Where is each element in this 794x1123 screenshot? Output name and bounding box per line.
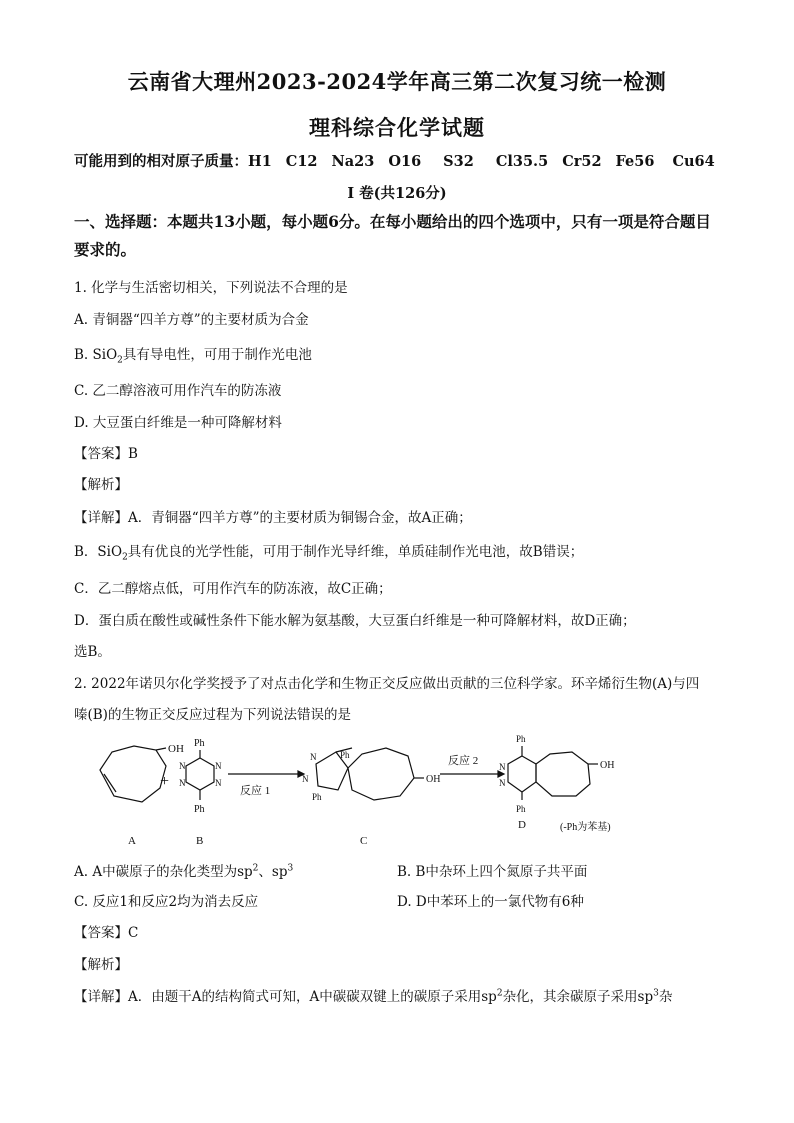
n-label: N — [499, 778, 506, 788]
q1-stem: 1. 化学与生活密切相关，下列说法不合理的是 — [74, 280, 348, 296]
answer-tag: 【答案】 — [74, 446, 128, 462]
superscript: 3 — [653, 988, 659, 999]
q2-option-b: B. B中杂环上四个氮原子共平面 — [397, 864, 588, 880]
label-c: C — [360, 835, 368, 847]
detail-text: 具有优良的光学性能，可用于制作光导纤维，单质硅制作光电池，故B错误； — [127, 544, 584, 560]
ph-label: Ph — [340, 750, 350, 760]
label-d: D — [518, 819, 526, 831]
q1-detail-d: D．蛋白质在酸性或碱性条件下能水解为氨基酸，大豆蛋白纤维是一种可降解材料，故D正确； — [74, 613, 636, 629]
superscript: 2 — [252, 863, 259, 874]
n-label: N — [179, 761, 186, 771]
atomic-mass-value: S32 — [443, 153, 474, 170]
compound-b-structure — [179, 738, 222, 815]
reaction-2-label: 反应 2 — [448, 755, 479, 767]
atomic-mass-line — [74, 150, 715, 171]
volume-heading: I 卷(共126分) — [347, 185, 447, 202]
n-label: N — [215, 778, 222, 788]
q1-option-b-text: 具有导电性，可用于制作光电池 — [122, 347, 312, 363]
q1-option-b-prefix: B. — [74, 347, 93, 363]
q2-stem-line2: 嗪(B)的生物正交反应过程为下列说法错误的是 — [74, 707, 351, 723]
detail-tag: 【详解】 — [74, 989, 128, 1005]
detail-text: 杂 — [658, 989, 673, 1005]
option-text: 、sp — [258, 864, 288, 880]
sio2-formula: SiO — [97, 544, 123, 560]
q2-answer — [74, 921, 138, 941]
reaction-scheme-diagram — [90, 734, 740, 854]
q1-option-a: A. 青铜器“四羊方尊”的主要材质为合金 — [74, 312, 309, 328]
compound-a-structure — [100, 743, 184, 802]
ph-label: Ph — [516, 804, 526, 814]
q1-answer — [74, 442, 138, 462]
atomic-mass-value: Cl35.5 — [495, 153, 549, 170]
answer-value: C — [128, 925, 139, 941]
superscript: 2 — [496, 988, 503, 999]
q2-option-a — [74, 860, 293, 880]
detail-text: A．由题干A的结构简式可知，A中碳碳双键上的碳原子采用sp — [128, 989, 497, 1005]
atomic-mass-value: Cr52 — [562, 153, 602, 170]
label-a: A — [128, 835, 136, 847]
q1-conclusion: 选B。 — [74, 644, 111, 660]
q1-option-b — [74, 343, 312, 366]
option-text: A. A中碳原子的杂化类型为sp — [74, 864, 253, 880]
ph-label: Ph — [312, 792, 322, 802]
answer-value: B — [128, 446, 138, 462]
detail-b-prefix: B． — [74, 544, 98, 560]
oh-label: OH — [600, 760, 615, 771]
n-label: N — [499, 762, 506, 772]
atomic-mass-value: C12 — [285, 153, 318, 170]
ph-label: Ph — [194, 804, 205, 815]
label-b: B — [196, 835, 204, 847]
exam-subtitle: 理科综合化学试题 — [309, 115, 485, 140]
n-label: N — [310, 752, 317, 762]
answer-tag: 【答案】 — [74, 925, 128, 941]
q2-option-c: C. 反应1和反应2均为消去反应 — [74, 894, 259, 910]
exam-title: 云南省大理州2023-2024学年高三第二次复习统一检测 — [127, 69, 667, 94]
q2-stem-line1: 2. 2022年诺贝尔化学奖授予了对点击化学和生物正交反应做出贡献的三位科学家。环辛烯衍生物(A)与四 — [74, 676, 700, 692]
subscript: 2 — [117, 355, 123, 366]
section-heading: 一、选择题：本题共13小题，每小题6分。在每小题给出的四个选项中，只有一项是符合题目要求的。 — [74, 212, 711, 259]
q1-option-c: C. 乙二醇溶液可用作汽车的防冻液 — [74, 383, 282, 399]
ph-label: Ph — [194, 738, 205, 749]
ph-label: Ph — [516, 734, 526, 744]
plus-sign: + — [160, 773, 170, 790]
atomic-mass-value: Na23 — [331, 153, 375, 170]
n-label: N — [179, 778, 186, 788]
n-label: N — [302, 774, 309, 784]
q1-option-d: D. 大豆蛋白纤维是一种可降解材料 — [74, 415, 282, 431]
superscript: 3 — [287, 863, 294, 874]
oh-label: OH — [426, 774, 441, 785]
q2-analysis-tag: 【解析】 — [74, 957, 128, 973]
reaction-1-label: 反应 1 — [240, 785, 271, 797]
detail-tag: 【详解】 — [74, 510, 128, 526]
q1-analysis-tag: 【解析】 — [74, 477, 128, 493]
sio2-formula: SiO — [92, 347, 118, 363]
q2-detail-a — [74, 985, 672, 1005]
subscript: 2 — [122, 552, 128, 563]
atomic-mass-value: O16 — [388, 153, 422, 170]
oh-label: OH — [168, 743, 184, 755]
atomic-mass-value: Cu64 — [672, 153, 715, 170]
atomic-mass-value: Fe56 — [615, 153, 655, 170]
detail-text: A．青铜器“四羊方尊”的主要材质为铜锡合金，故A正确； — [128, 510, 472, 526]
detail-text: 杂化，其余碳原子采用sp — [502, 989, 654, 1005]
atomic-mass-label: 可能用到的相对原子质量： — [74, 153, 248, 170]
q1-detail-b — [74, 540, 583, 563]
n-label: N — [215, 761, 222, 771]
q2-option-d: D. D中苯环上的一氯代物有6种 — [397, 894, 584, 910]
atomic-mass-value: H1 — [248, 153, 272, 170]
q1-detail-c: C．乙二醇熔点低，可用作汽车的防冻液，故C正确； — [74, 581, 392, 597]
compound-d-structure — [499, 734, 614, 814]
phenyl-note: (-Ph为苯基) — [560, 822, 611, 833]
q1-detail-a — [74, 506, 472, 526]
compound-c-structure — [302, 748, 440, 802]
